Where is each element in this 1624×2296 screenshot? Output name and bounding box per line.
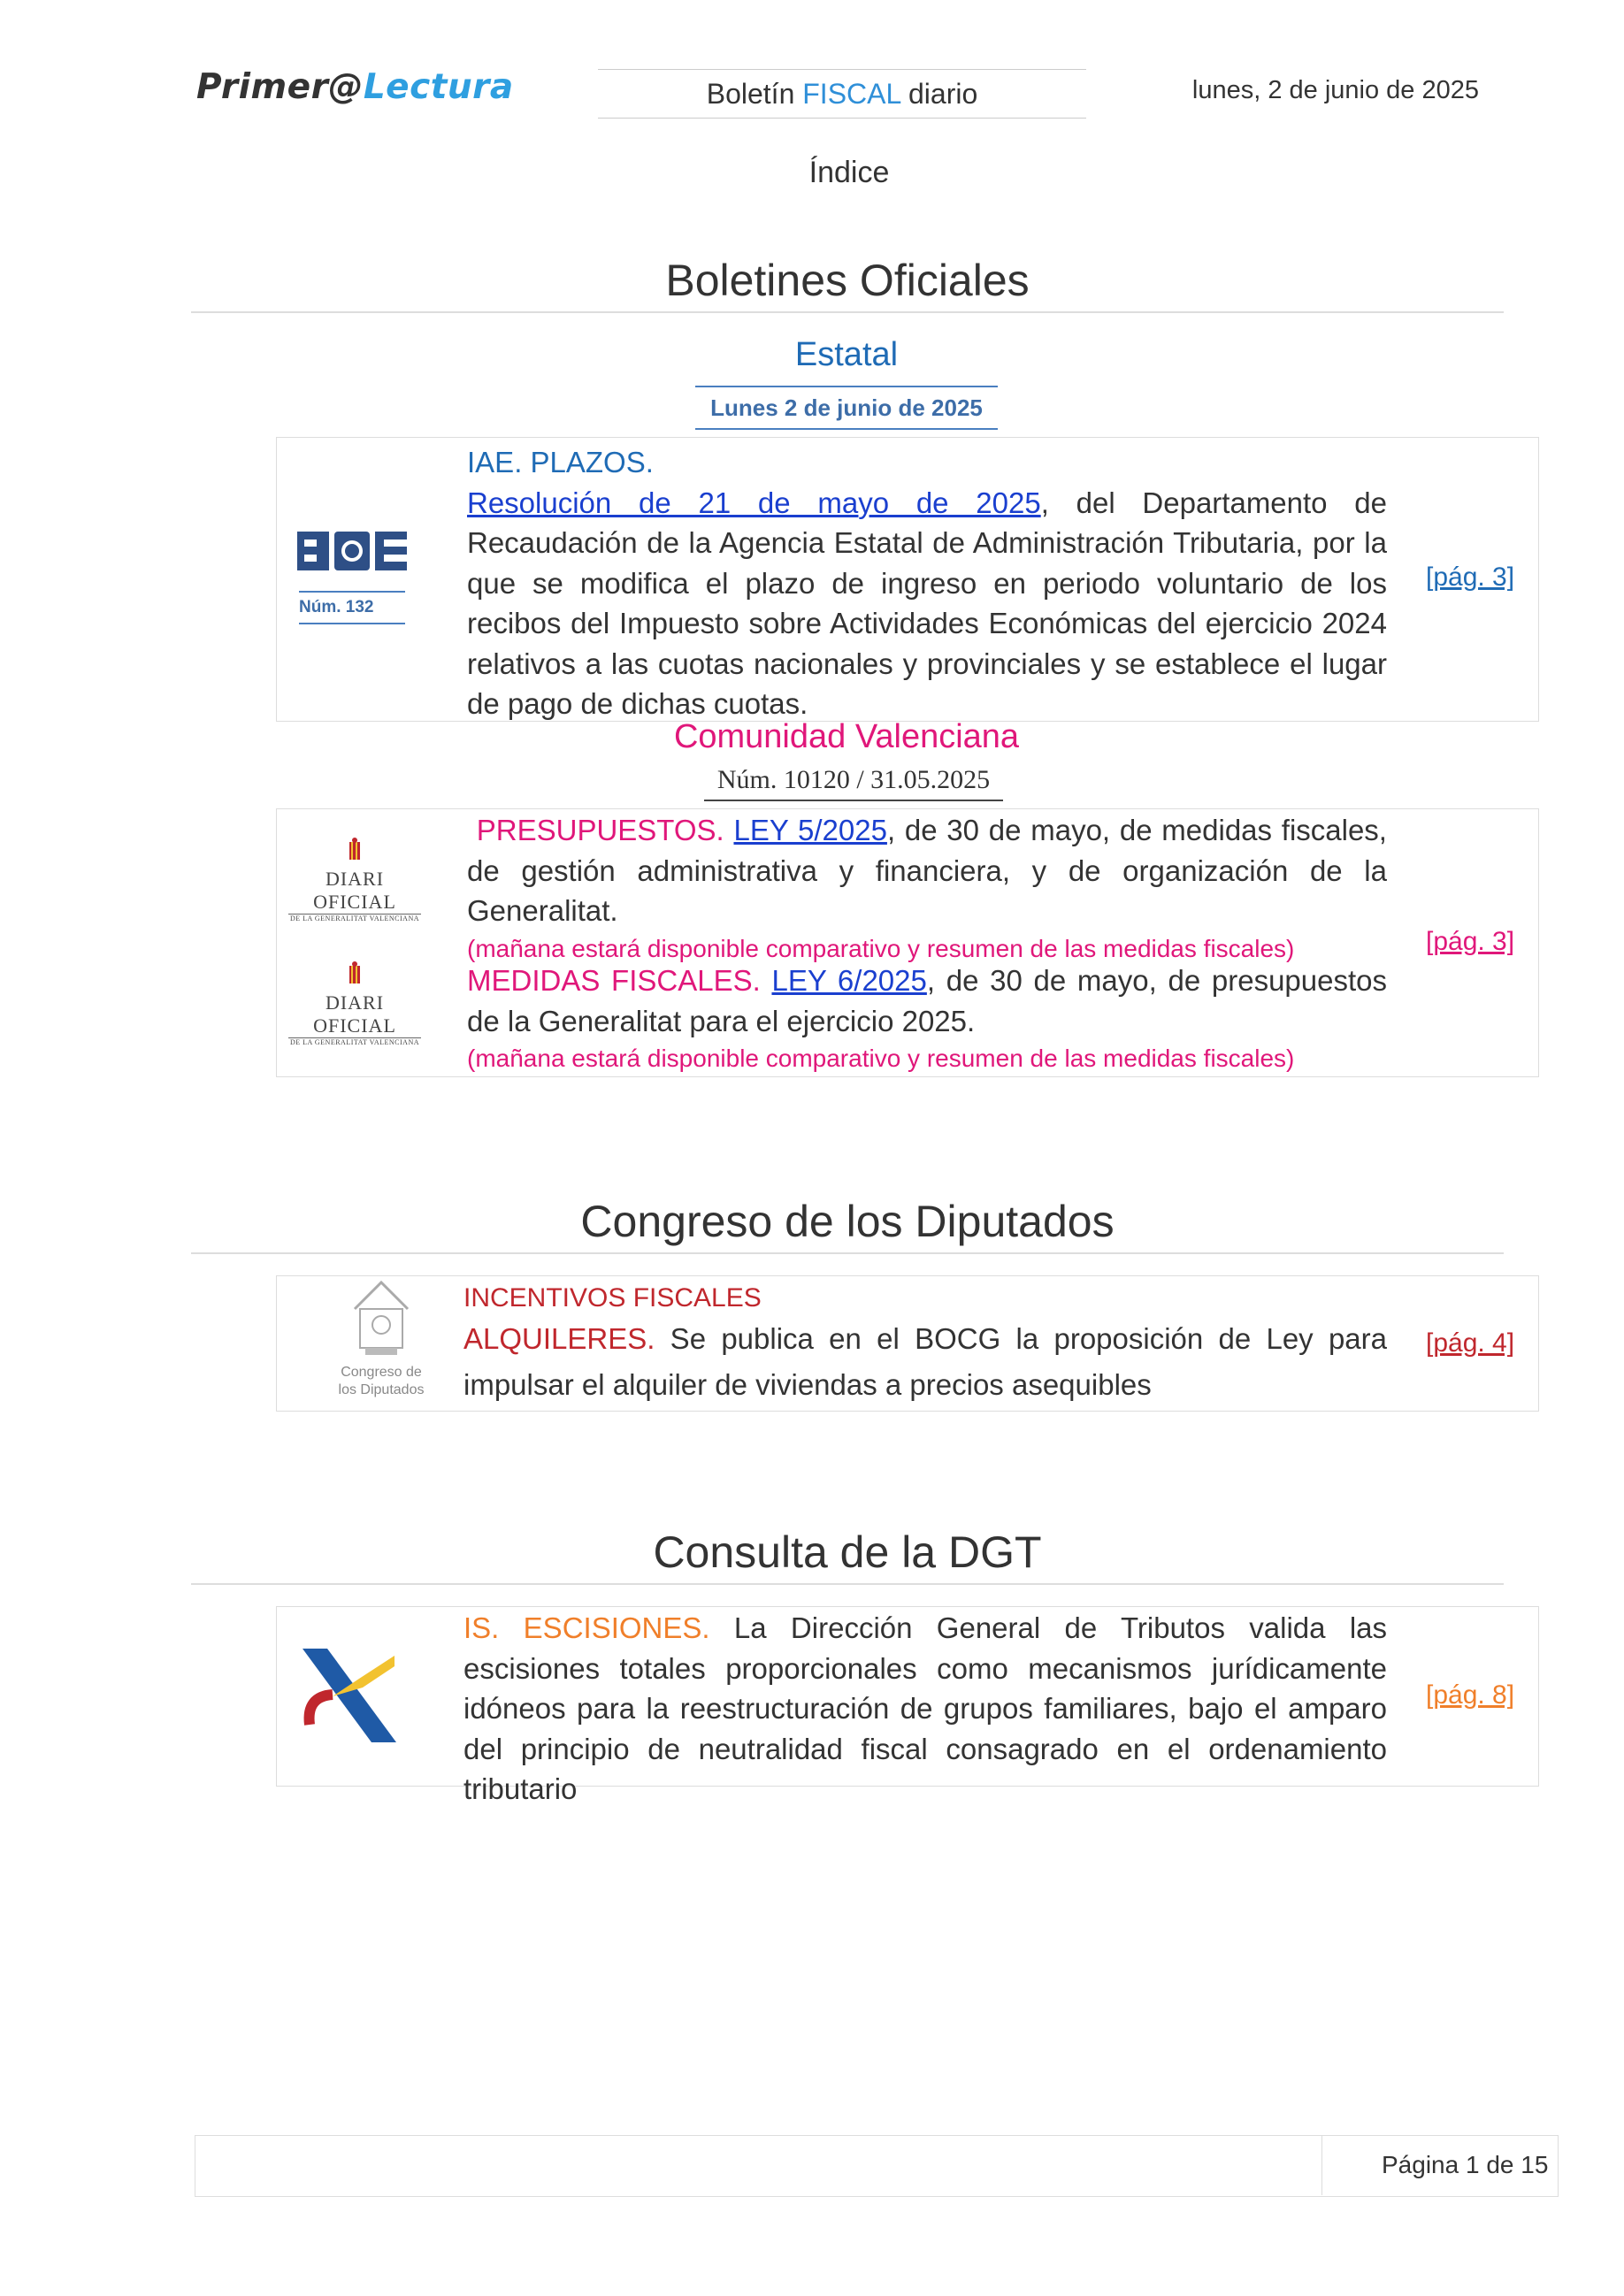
boe-page-link[interactable]: [pág. 3] (1426, 563, 1515, 592)
dogv-category-1: PRESUPUESTOS. (476, 814, 724, 846)
section-title-congreso: Congreso de los Diputados (191, 1196, 1504, 1254)
boe-entry-text (467, 442, 1387, 724)
boe-logo (297, 529, 407, 573)
dogv-logo-line1: DIARI OFICIAL (313, 868, 396, 913)
footer (195, 2135, 1559, 2197)
brand-logo (196, 67, 514, 107)
dogv-logo-line1: DIARI OFICIAL (313, 991, 396, 1037)
brand-text-primer: Primer@ (196, 67, 364, 107)
aeat-logo-icon (297, 1643, 403, 1749)
page-number: Página 1 de 15 (1382, 2151, 1549, 2178)
dgt-category: IS. ESCISIONES. (463, 1611, 710, 1644)
subsection-valenciana: Comunidad Valenciana (673, 718, 1020, 755)
boe-category: IAE. PLAZOS. (467, 446, 654, 478)
boe-body: , del Departamento de Recaudación de la Agencia Estatal de Administración Tributaria, por la que se modifica el plazo de ingreso en periodo voluntario de los recibos del Impuesto sobre Actividades Económicas del ejercicio 2024 relativos a las cuotas nacionales y provinciales y se establece el lugar de pago de dichas cuotas. (467, 486, 1387, 720)
dogv-page-link[interactable]: [pág. 3] (1426, 927, 1515, 956)
footer-divider (1321, 2135, 1322, 2195)
brand-text-lectura: Lectura (363, 67, 514, 107)
ley-5-2025-link[interactable]: LEY 5/2025 (733, 814, 887, 846)
dgt-page-link[interactable]: [pág. 8] (1426, 1680, 1515, 1710)
congreso-category-2: ALQUILERES. (463, 1322, 655, 1355)
header-date: lunes, 2 de junio de 2025 (1191, 76, 1479, 104)
dogv-entry-1 (467, 810, 1387, 967)
dogv-logo-line2: DE LA GENERALITAT VALENCIANA (289, 1038, 420, 1046)
dgt-body: La Dirección General de Tributos valida las escisiones totales proporcionales como mecanismos jurídicamente idóneos para la reestructuración de grupos familiares, bajo el amparo del principio de neutralidad fiscal consagrado en el ordenamiento tributario (463, 1611, 1387, 1805)
boe-logo-icon (297, 529, 407, 573)
dogv-crest-icon (346, 837, 364, 863)
ley-6-2025-link[interactable]: LEY 6/2025 (771, 964, 927, 997)
index-title: Índice (808, 156, 890, 189)
dogv-logo-line2: DE LA GENERALITAT VALENCIANA (289, 915, 420, 922)
congreso-entry-text (463, 1281, 1387, 1408)
boe-number: Núm. 132 (299, 591, 405, 624)
bulletin-suffix: diario (900, 78, 978, 110)
dogv-body-2: , de 30 de mayo, de presupuestos de la Generalitat para el ejercicio 2025. (467, 964, 1387, 1037)
congreso-logo-line2: los Diputados (338, 1382, 425, 1397)
dogv-logo (288, 837, 421, 922)
congreso-building-icon (346, 1274, 417, 1358)
section-title-boletines: Boletines Oficiales (191, 255, 1504, 313)
bulletin-title (598, 69, 1086, 119)
boe-resolution-link[interactable]: Resolución de 21 de mayo de 2025 (467, 486, 1041, 519)
dogv-logo (288, 960, 421, 1046)
section-title-dgt: Consulta de la DGT (191, 1527, 1504, 1585)
estatal-date: Lunes 2 de junio de 2025 (695, 387, 998, 430)
aeat-logo (297, 1643, 403, 1749)
dogv-note-2: (mañana estará disponible comparativo y resumen de las medidas fiscales) (467, 1045, 1295, 1072)
congreso-category-1: INCENTIVOS FISCALES (463, 1283, 762, 1313)
congreso-logo (333, 1274, 430, 1399)
subsection-estatal: Estatal (695, 336, 998, 387)
congreso-body: Se publica en el BOCG la proposición de Ley para impulsar el alquiler de viviendas a precios asequibles (463, 1322, 1387, 1401)
dogv-entry-2 (467, 960, 1387, 1076)
dogv-body-1: , de 30 de mayo, de medidas fiscales, de gestión administrativa y financiera, y de organización de la Generalitat. (467, 814, 1387, 927)
dogv-category-2: MEDIDAS FISCALES. (467, 964, 761, 997)
bulletin-prefix: Boletín (706, 78, 803, 110)
dgt-entry-text (463, 1608, 1387, 1810)
bulletin-fiscal: FISCAL (802, 78, 901, 110)
valenciana-number: Núm. 10120 / 31.05.2025 (704, 761, 1003, 801)
dogv-crest-icon (346, 960, 364, 987)
dogv-note-1: (mañana estará disponible comparativo y resumen de las medidas fiscales) (467, 934, 1295, 962)
congreso-logo-line1: Congreso de (341, 1365, 422, 1380)
congreso-page-link[interactable]: [pág. 4] (1426, 1328, 1515, 1358)
